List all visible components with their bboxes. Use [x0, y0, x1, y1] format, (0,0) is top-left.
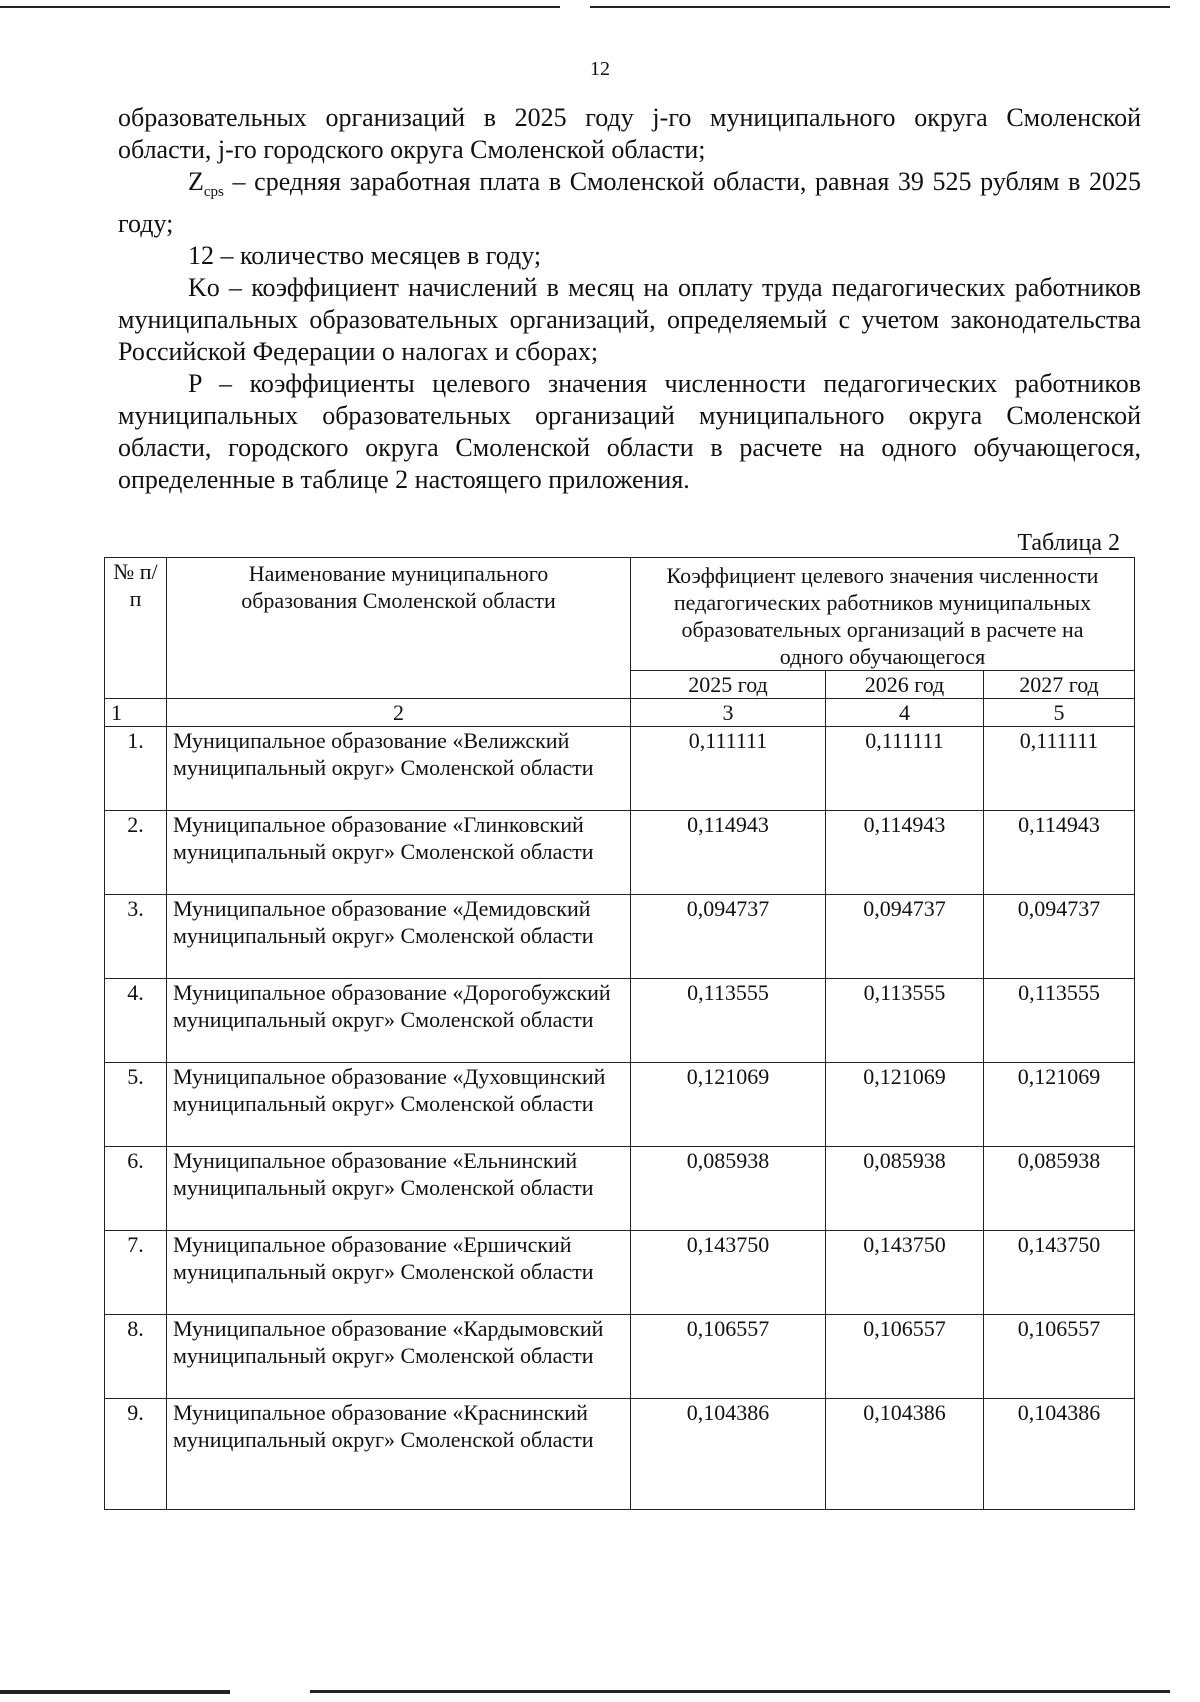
municipality-name: Муниципальное образование «Кардымовский муниципальный округ» Смоленской области: [167, 1315, 631, 1399]
value-2026: 0,121069: [826, 1063, 984, 1147]
column-number-row: [105, 699, 1135, 727]
value-2027: 0,094737: [984, 895, 1135, 979]
value-2025: 0,104386: [631, 1399, 826, 1510]
table-row: [105, 979, 1135, 1063]
value-2025: 0,113555: [631, 979, 826, 1063]
column-number: 4: [826, 699, 984, 727]
paragraph-continuation: образовательных организаций в 2025 году j-го муниципального округа Смоленской области, j-го городского округа Смоленской области;: [118, 103, 1141, 164]
value-2026: 0,085938: [826, 1147, 984, 1231]
zcps-definition: – средняя заработная плата в Смоленской области, равная 39 525 рублям в 2025 году;: [118, 167, 1141, 239]
header-num: № п/п: [105, 558, 167, 699]
value-2027: 0,085938: [984, 1147, 1135, 1231]
municipality-name: Муниципальное образование «Духовщинский муниципальный округ» Смоленской области: [167, 1063, 631, 1147]
municipality-name: Муниципальное образование «Дорогобужский муниципальный округ» Смоленской области: [167, 979, 631, 1063]
row-number: 1.: [105, 727, 167, 811]
value-2027: 0,106557: [984, 1315, 1135, 1399]
value-2026: 0,104386: [826, 1399, 984, 1510]
body-text: [118, 102, 1141, 496]
header-year-2025: 2025 год: [631, 671, 826, 699]
header-name: Наименование муниципального образования Смоленской области: [167, 558, 631, 699]
scan-edge-bottom: [0, 1690, 230, 1694]
row-number: 2.: [105, 811, 167, 895]
column-number: 5: [984, 699, 1135, 727]
page-number: 12: [590, 58, 610, 80]
scan-edge-bottom-right: [310, 1690, 1170, 1693]
table-row: [105, 1147, 1135, 1231]
row-number: 8.: [105, 1315, 167, 1399]
municipality-name: Муниципальное образование «Краснинский муниципальный округ» Смоленской области: [167, 1399, 631, 1510]
table-row: [105, 1063, 1135, 1147]
row-number: 6.: [105, 1147, 167, 1231]
municipality-name: Муниципальное образование «Ельнинский муниципальный округ» Смоленской области: [167, 1147, 631, 1231]
value-2026: 0,113555: [826, 979, 984, 1063]
value-2027: 0,111111: [984, 727, 1135, 811]
paragraph-months: 12 – количество месяцев в году;: [188, 241, 542, 271]
scan-edge-top-right: [590, 6, 1170, 8]
value-2026: 0,111111: [826, 727, 984, 811]
header-coefficient: Коэффициент целевого значения численности педагогических работников муниципальных образовательных организаций в расчете на одного обучающегося: [631, 558, 1135, 671]
row-number: 9.: [105, 1399, 167, 1510]
value-2025: 0,106557: [631, 1315, 826, 1399]
value-2027: 0,104386: [984, 1399, 1135, 1510]
coefficient-table: [104, 557, 1135, 1510]
value-2027: 0,113555: [984, 979, 1135, 1063]
table-row: [105, 727, 1135, 811]
value-2025: 0,114943: [631, 811, 826, 895]
value-2025: 0,085938: [631, 1147, 826, 1231]
municipality-name: Муниципальное образование «Велижский муниципальный округ» Смоленской области: [167, 727, 631, 811]
zcps-symbol: Z: [188, 167, 204, 196]
value-2026: 0,143750: [826, 1231, 984, 1315]
paragraph-ko: Ko – коэффициент начислений в месяц на оплату труда педагогических работников муниципальных образовательных организаций, определяемый с учетом законодательства Российской Федерации о налогах и сборах;: [118, 273, 1141, 367]
value-2025: 0,121069: [631, 1063, 826, 1147]
table-caption: Таблица 2: [1017, 530, 1120, 556]
row-number: 3.: [105, 895, 167, 979]
table-row: [105, 1315, 1135, 1399]
column-number: 2: [167, 699, 631, 727]
row-number: 7.: [105, 1231, 167, 1315]
table-row: [105, 1231, 1135, 1315]
header-row: [105, 558, 1135, 671]
municipality-name: Муниципальное образование «Глинковский муниципальный округ» Смоленской области: [167, 811, 631, 895]
value-2026: 0,114943: [826, 811, 984, 895]
table-row: [105, 895, 1135, 979]
value-2027: 0,114943: [984, 811, 1135, 895]
table-row: [105, 811, 1135, 895]
municipality-name: Муниципальное образование «Демидовский муниципальный округ» Смоленской области: [167, 895, 631, 979]
value-2027: 0,143750: [984, 1231, 1135, 1315]
value-2026: 0,094737: [826, 895, 984, 979]
value-2025: 0,094737: [631, 895, 826, 979]
value-2025: 0,111111: [631, 727, 826, 811]
row-number: 5.: [105, 1063, 167, 1147]
table-row: [105, 1399, 1135, 1510]
municipality-name: Муниципальное образование «Ершичский муниципальный округ» Смоленской области: [167, 1231, 631, 1315]
column-number: 3: [631, 699, 826, 727]
value-2027: 0,121069: [984, 1063, 1135, 1147]
zcps-subscript: cps: [203, 184, 224, 201]
paragraph-zcps: [118, 166, 1141, 240]
header-year-2027: 2027 год: [984, 671, 1135, 699]
value-2025: 0,143750: [631, 1231, 826, 1315]
scan-edge-top: [0, 6, 560, 8]
value-2026: 0,106557: [826, 1315, 984, 1399]
header-year-2026: 2026 год: [826, 671, 984, 699]
paragraph-p: P – коэффициенты целевого значения численности педагогических работников муниципальных образовательных организаций муниципального округа Смоленской области, городского округа Смоленской области в расчете на одного обучающегося, определенные в таблице 2 настоящего приложения.: [118, 369, 1141, 495]
row-number: 4.: [105, 979, 167, 1063]
column-number: 1: [105, 699, 167, 727]
